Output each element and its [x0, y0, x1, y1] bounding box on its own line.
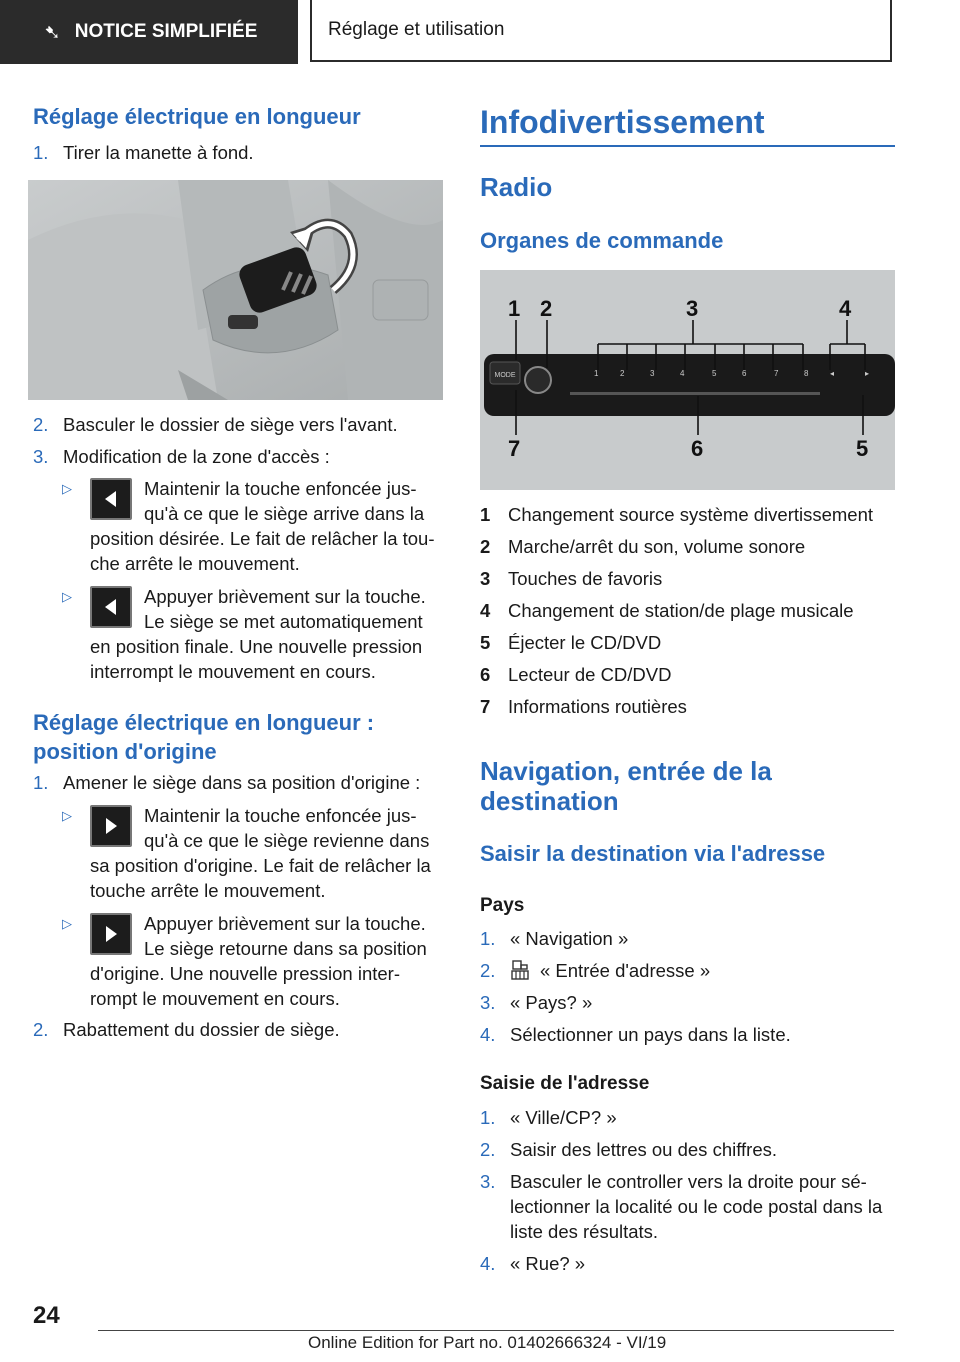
- svg-text:4: 4: [839, 296, 852, 321]
- step-item: 2. Saisir des lettres ou des chiffres.: [480, 1139, 778, 1160]
- svg-text:MODE: MODE: [494, 372, 516, 379]
- arrow-right-button-icon: [90, 805, 132, 847]
- page-title: Infodivertissement: [480, 104, 765, 140]
- arrow-right-button-icon: [90, 913, 132, 955]
- svg-text:2: 2: [620, 369, 625, 378]
- step-item: 2. « Entrée d'adresse »: [480, 960, 711, 981]
- legend-item: 1 Changement source système divertissement: [480, 504, 874, 525]
- step-item: 3. « Pays? »: [480, 992, 593, 1013]
- sub-step: ▷ Appuyer brièvement sur la touche. Le siège retourne dans sa position d'origine. Une nouvelle pression inter- rompt le mouvement en cours.: [62, 913, 427, 1009]
- header-tab-label: NOTICE SIMPLIFIÉE: [74, 21, 258, 42]
- arrow-left-button-icon: [90, 586, 132, 628]
- step-item: 2. Rabattement du dossier de siège.: [33, 1019, 340, 1040]
- heading-saisir-adresse: Saisir la destination via l'adresse: [480, 841, 826, 866]
- step-item: 1. Tirer la manette à fond.: [33, 142, 254, 163]
- seat-lever-illustration: [28, 180, 443, 400]
- step-item: 4. Sélectionner un pays dans la liste.: [480, 1024, 791, 1045]
- svg-text:3: 3: [650, 369, 655, 378]
- svg-text:5: 5: [856, 436, 869, 461]
- radio-control-illustration: [480, 270, 895, 490]
- svg-text:3: 3: [686, 296, 699, 321]
- svg-text:5: 5: [712, 369, 717, 378]
- arrow-left-button-icon: [90, 478, 132, 520]
- legend-item: 5 Éjecter le CD/DVD: [480, 632, 662, 653]
- heading-organes: Organes de commande: [480, 228, 724, 253]
- subheading-pays: Pays: [480, 895, 525, 916]
- step-item: 4. « Rue? »: [480, 1253, 586, 1274]
- header-section-title: Réglage et utilisation: [328, 19, 505, 40]
- svg-text:▸: ▸: [865, 369, 870, 378]
- sub-step: ▷ Appuyer brièvement sur la touche. Le siège se met automatiquement en position finale. Une nouvelle pression interrompt le mouvement en cours.: [62, 586, 426, 682]
- address-entry-icon: [510, 959, 530, 981]
- svg-text:8: 8: [804, 369, 809, 378]
- svg-text:1: 1: [594, 369, 599, 378]
- svg-text:1: 1: [508, 296, 521, 321]
- step-item: 3. Basculer le controller vers la droite pour sé- lectionner la localité ou le code postal dans la liste des résultats.: [480, 1171, 883, 1242]
- title-rule: [480, 145, 895, 147]
- header-tab: [0, 0, 298, 64]
- step-item: 2. Basculer le dossier de siège vers l'avant.: [33, 414, 398, 435]
- footer-rule: [98, 1330, 894, 1331]
- legend-item: 3 Touches de favoris: [480, 568, 663, 589]
- step-item: 3. Modification de la zone d'accès :: [33, 446, 330, 467]
- heading-position-origine: Réglage électrique en longueur : position d'origine: [33, 710, 375, 764]
- header-section: [310, 0, 892, 62]
- svg-text:7: 7: [508, 436, 521, 461]
- heading-navigation: Navigation, entrée de la destination: [480, 756, 772, 816]
- page-number: 24: [33, 1302, 60, 1329]
- legend-item: 6 Lecteur de CD/DVD: [480, 664, 672, 685]
- subheading-saisie-adresse: Saisie de l'adresse: [480, 1073, 650, 1094]
- edition-text: Online Edition for Part no. 01402666324 - VI/19: [308, 1333, 667, 1352]
- svg-text:2: 2: [540, 296, 553, 321]
- sub-step: ▷ Maintenir la touche enfoncée jus- qu'à ce que le siège revienne dans sa position d'origine. Le fait de relâcher la touche arrête le mouvement.: [62, 805, 431, 901]
- svg-text:6: 6: [742, 369, 747, 378]
- quick-guide-icon: ➷: [44, 21, 61, 44]
- heading-radio: Radio: [480, 172, 553, 202]
- legend-item: 4 Changement de station/de plage musicale: [480, 600, 854, 621]
- step-item: 1. « Navigation »: [480, 928, 629, 949]
- legend-item: 2 Marche/arrêt du son, volume sonore: [480, 536, 806, 557]
- svg-text:6: 6: [691, 436, 704, 461]
- heading-longueur: Réglage électrique en longueur: [33, 104, 361, 129]
- svg-text:◂: ◂: [830, 369, 835, 378]
- step-item: 1. « Ville/CP? »: [480, 1107, 617, 1128]
- svg-text:4: 4: [680, 369, 685, 378]
- step-item: 1. Amener le siège dans sa position d'origine :: [33, 772, 421, 793]
- legend-item: 7 Informations routières: [480, 696, 687, 717]
- sub-step: ▷ Maintenir la touche enfoncée jus- qu'à ce que le siège arrive dans la position désirée. Le fait de relâcher la tou- che arrête le mouvement.: [62, 478, 435, 574]
- svg-text:7: 7: [774, 369, 779, 378]
